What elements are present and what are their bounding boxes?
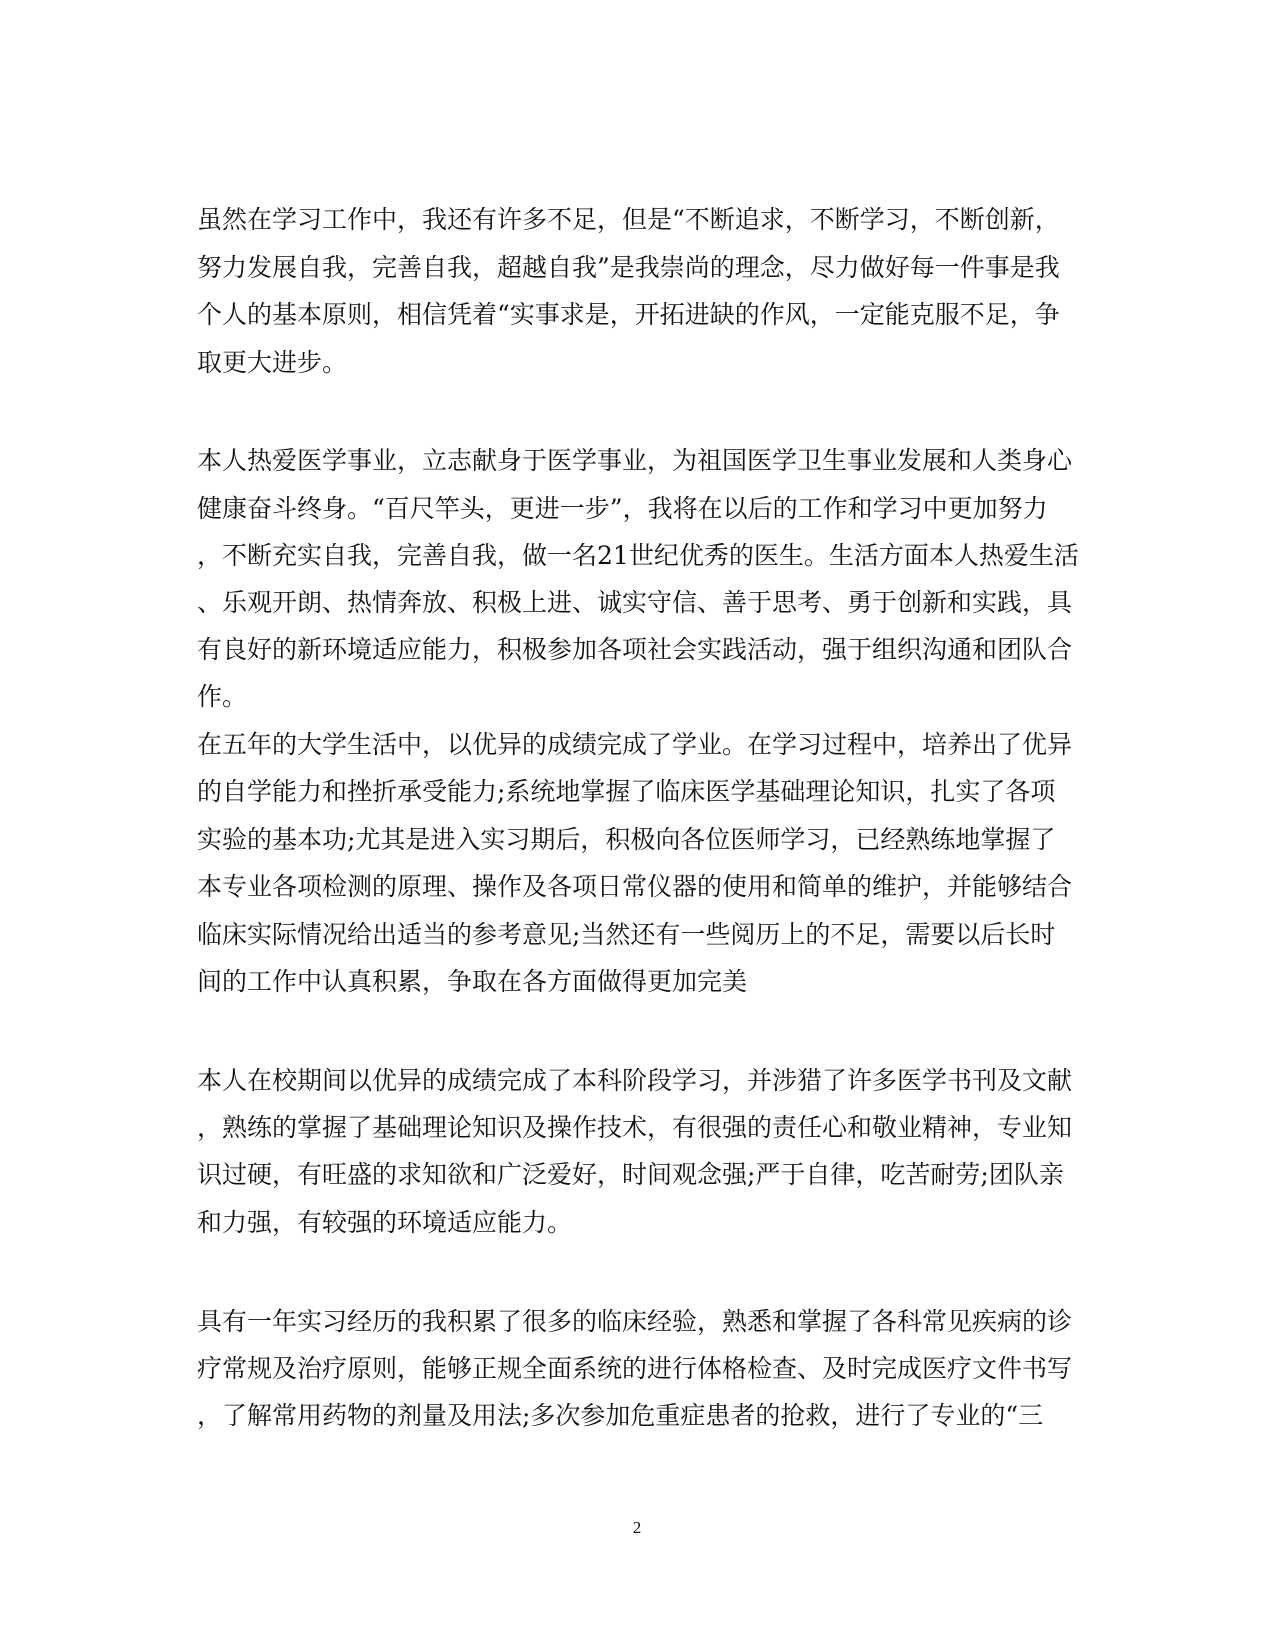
text-line: 、乐观开朗、热情奔放、积极上进、诚实守信、善于思考、勇于创新和实践，具 (197, 588, 1073, 617)
text-line: 和力强，有较强的环境适应能力。 (197, 1208, 573, 1237)
text-line: 的自学能力和挫折承受能力;系统地掌握了临床医学基础理论知识，扎实了各项 (197, 777, 1056, 806)
text-line: ，了解常用药物的剂量及用法;多次参加危重症患者的抢救，进行了专业的“三 (197, 1401, 1044, 1430)
page-number: 2 (632, 1518, 642, 1537)
text-line: ，熟练的掌握了基础理论知识及操作技术，有很强的责任心和敬业精神，专业知 (197, 1113, 1073, 1142)
text-line: 疗常规及治疗原则，能够正规全面系统的进行体格检查、及时完成医疗文件书写 (197, 1354, 1073, 1383)
text-line: 努力发展自我，完善自我，超越自我”是我崇尚的理念，尽力做好每一件事是我 (197, 253, 1060, 282)
text-line: 临床实际情况给出适当的参考意见;当然还有一些阅历上的不足，需要以后长时 (197, 920, 1056, 949)
text-line: ，不断充实自我，完善自我，做一名21世纪优秀的医生。生活方面本人热爱生活 (197, 541, 1079, 570)
text-line: 本人在校期间以优异的成绩完成了本科阶段学习，并涉猎了许多医学书刊及文献 (197, 1066, 1073, 1095)
text-line: 取更大进步。 (197, 348, 348, 377)
text-line: 虽然在学习工作中，我还有许多不足，但是“不断追求，不断学习，不断创新， (197, 205, 1060, 234)
text-line: 本人热爱医学事业，立志献身于医学事业，为祖国医学卫生事业发展和人类身心 (197, 446, 1073, 475)
text-line: 具有一年实习经历的我积累了很多的临床经验，熟悉和掌握了各科常见疾病的诊 (197, 1307, 1073, 1336)
text-line: 间的工作中认真积累，争取在各方面做得更加完美 (197, 967, 748, 996)
text-line: 在五年的大学生活中，以优异的成绩完成了学业。在学习过程中，培养出了优异 (197, 730, 1073, 759)
text-line: 作。 (197, 682, 248, 711)
text-line: 识过硬，有旺盛的求知欲和广泛爱好，时间观念强;严于自律，吃苦耐劳;团队亲 (197, 1160, 1064, 1189)
text-line: 健康奋斗终身。“百尺竿头，更进一步”，我将在以后的工作和学习中更加努力 (197, 494, 1048, 523)
text-line: 本专业各项检测的原理、操作及各项日常仪器的使用和简单的维护，并能够结合 (197, 872, 1073, 901)
text-line: 有良好的新环境适应能力，积极参加各项社会实践活动，强于组织沟通和团队合 (197, 635, 1073, 664)
text-line: 实验的基本功;尤其是进入实习期后，积极向各位医师学习，已经熟练地掌握了 (197, 825, 1056, 854)
text-line: 个人的基本原则，相信凭着“实事求是，开拓进缺的作风，一定能克服不足，争 (197, 300, 1060, 329)
